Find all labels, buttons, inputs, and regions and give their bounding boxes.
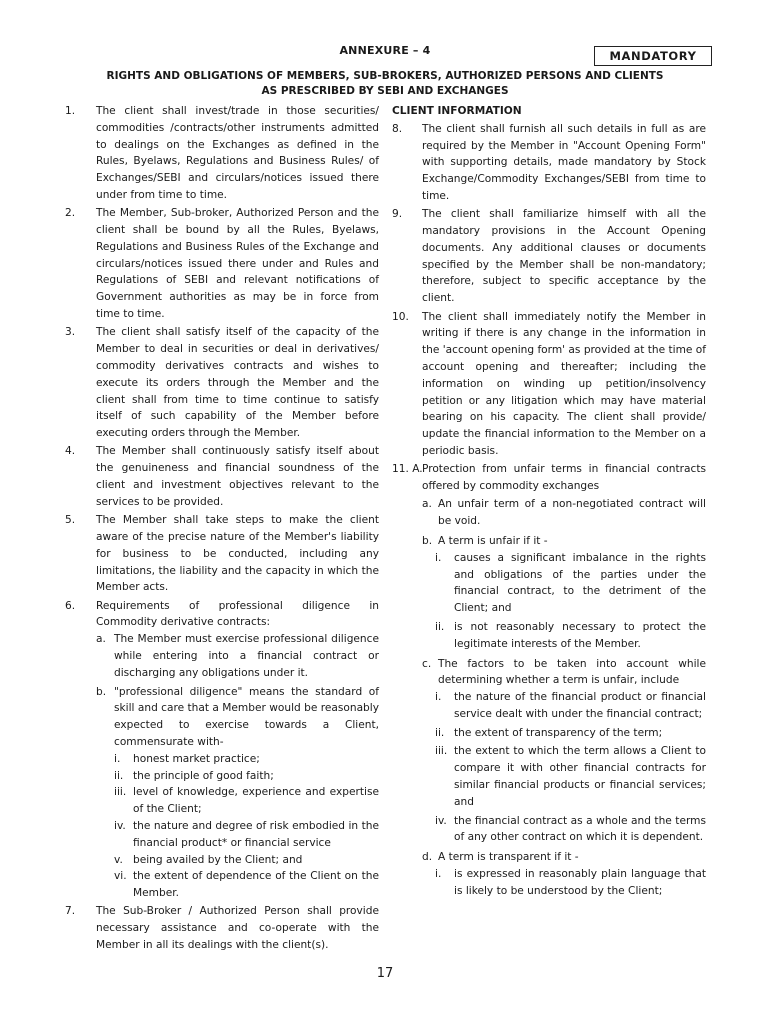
clause-text: The client shall furnish all such details in full as are required by the Member in "Account Opening Form" with supporting details, made mandatory by Stock Exchange/Commodity Exchanges/SEBI from time to time.	[422, 122, 706, 202]
sub-label: a.	[96, 633, 106, 646]
subsub-label: ii.	[114, 769, 124, 782]
section-heading: CLIENT INFORMATION	[392, 105, 522, 117]
subsub-label: iv.	[114, 819, 126, 832]
sub-label: c.	[422, 657, 432, 670]
sub-label: a.	[422, 498, 432, 511]
sub-label: b.	[96, 685, 107, 698]
clause-11a-c	[392, 656, 706, 690]
clause-text: The Sub-Broker / Authorized Person shall provide necessary assistance and co-operate with the Member in all its dealings with the client(s).	[96, 905, 379, 952]
clause-6b	[96, 684, 379, 902]
subsub-label: iv.	[435, 814, 447, 827]
clause-number: 3.	[65, 326, 76, 339]
clause-9	[392, 206, 706, 307]
subsub-text: level of knowledge, experience and expertise of the Client;	[133, 786, 379, 816]
subsub-label: i.	[435, 868, 442, 881]
clause-number: 7.	[65, 905, 76, 918]
sub-text: "professional diligence" means the standard of skill and care that a Member would be reasonably expected to exercise towards a Client, commensurate with-	[114, 685, 379, 748]
subsub-text: the nature and degree of risk embodied in the financial product* or financial service	[133, 819, 379, 849]
subsub-text: the extent of dependence of the Client on the Member.	[133, 870, 379, 900]
page-subtitle: AS PRESCRIBED BY SEBI AND EXCHANGES	[261, 85, 509, 97]
subsub-text: the financial contract as a whole and the terms of any other contract on which it is dependent.	[454, 814, 706, 844]
clause-text: The client shall immediately notify the Member in writing if there is any change in the information in the 'account opening form' as provided at the time of account opening and thereafter; including the information on winding up petition/insolvency petition or any litigation which may have material bearing on his capacity. The client shall provide/ update the financial information to the Member on a periodic basis.	[422, 310, 706, 457]
subsub-text: causes a significant imbalance in the rights and obligations of the parties under the financial contract, to the detriment of the Client; and	[454, 551, 706, 615]
clause-6b-i	[114, 751, 379, 768]
clause-6b-iv	[114, 818, 379, 852]
clause-11a	[392, 461, 706, 495]
sub-label: b.	[422, 534, 433, 547]
subsub-text: the extent to which the term allows a Client to compare it with other financial contracts for similar financial products or financial services; and	[454, 745, 706, 808]
subsub-label: v.	[114, 853, 123, 866]
clause-11a-b	[392, 533, 706, 550]
clause-6b-iii	[114, 784, 379, 818]
subsub-text: the extent of transparency of the term;	[454, 726, 663, 739]
clause-number: 9.	[392, 208, 403, 221]
clause-11a-c-iii	[392, 743, 706, 810]
clause-4	[65, 443, 379, 510]
clause-2	[65, 205, 379, 323]
page-title: RIGHTS AND OBLIGATIONS OF MEMBERS, SUB-BROKERS, AUTHORIZED PERSONS AND CLIENTS	[106, 70, 664, 82]
left-column	[65, 103, 379, 955]
clause-11a-b-ii	[392, 619, 706, 653]
subsub-text: the nature of the financial product or financial service dealt with under the financial contract;	[454, 691, 706, 720]
subsub-label: iii.	[114, 786, 127, 799]
clause-1	[65, 103, 379, 204]
subsub-label: i.	[435, 551, 442, 564]
clause-text: Protection from unfair terms in financial contracts offered by commodity exchanges	[422, 463, 706, 493]
clause-11a-a	[392, 496, 706, 530]
clause-text: The Member, Sub-broker, Authorized Person and the client shall be bound by all the Rules, Byelaws, Regulations and Business Rules of the Exchange and circulars/notices issued there under and Rules and Regulations of SEBI and relevant notifications of Government authorities as may be in force from time to time.	[96, 207, 379, 321]
clause-7	[65, 903, 379, 953]
clause-text: The client shall satisfy itself of the capacity of the Member to deal in securities or deal in derivatives/ commodity derivatives contracts and wishes to execute its orders through the Member and the client shall from time to time continue to satisfy itself of such capability of the Member before executing orders through the Member.	[96, 326, 379, 440]
subsub-text: is expressed in reasonably plain language that is likely to be understood by the Client;	[454, 868, 706, 897]
clause-number: 4.	[65, 445, 76, 458]
clause-11a-c-i	[392, 689, 706, 723]
clause-text: The Member shall take steps to make the client aware of the precise nature of the Member's liability for business to be conducted, including any limitations, the liability and the capacity in which the Member acts.	[96, 514, 379, 594]
clause-number: 1.	[65, 105, 76, 117]
sub-label: d.	[422, 851, 433, 864]
clause-text: The Member shall continuously satisfy itself about the genuineness and financial soundness of the client and investment objectives relevant to the services to be provided.	[96, 445, 379, 508]
subsub-label: ii.	[435, 726, 445, 739]
subsub-label: i.	[114, 752, 121, 765]
sub-text: A term is unfair if it -	[438, 534, 548, 547]
clause-number: 6.	[65, 599, 76, 612]
clause-6b-vi	[114, 868, 379, 902]
clause-number: 5.	[65, 514, 76, 527]
subsub-label: iii.	[435, 745, 448, 758]
clause-text: Requirements of professional diligence in Commodity derivative contracts:	[96, 599, 379, 629]
clause-11a-d-i	[392, 866, 706, 900]
subsub-label: ii.	[435, 620, 445, 633]
clause-5	[65, 512, 379, 596]
sub-text: The Member must exercise professional diligence while entering into a financial contract or discharging any obligations under it.	[114, 633, 379, 679]
clause-10	[392, 309, 706, 460]
sub-text: The factors to be taken into account while determining whether a term is unfair, include	[438, 657, 706, 687]
clause-number: 8.	[392, 122, 403, 135]
clause-number: 10.	[392, 310, 409, 323]
clause-number: 11. A.	[392, 463, 423, 476]
subsub-label: vi.	[114, 870, 127, 883]
page-number: 17	[376, 966, 394, 981]
clause-11a-c-iv	[392, 813, 706, 847]
subsub-text: being availed by the Client; and	[133, 853, 303, 866]
clause-number: 2.	[65, 207, 76, 220]
subsub-label: i.	[435, 691, 442, 704]
clause-11a-d	[392, 849, 706, 866]
clause-6a	[96, 631, 379, 681]
clause-6b-ii	[114, 768, 379, 785]
clause-text: The client shall familiarize himself with all the mandatory provisions in the Account Opening documents. Any additional clauses or documents specified by the Member shall be non-mandatory; therefore, subject to specific acceptance by the client.	[422, 208, 706, 305]
clause-6b-v	[114, 852, 379, 869]
subsub-text: honest market practice;	[133, 752, 260, 765]
clause-3	[65, 324, 379, 442]
clause-6	[65, 598, 379, 902]
clause-text: The client shall invest/trade in those securities/ commodities /contracts/other instruments admitted to dealings on the Exchanges as defined in the Rules, Byelaws, Regulations and Business Rules/ of Exchanges/SEBI and circulars/notices issued there under from time to time.	[96, 105, 379, 201]
subsub-text: the principle of good faith;	[133, 769, 274, 782]
sub-text: A term is transparent if it -	[438, 851, 579, 864]
subsub-text: is not reasonably necessary to protect the legitimate interests of the Member.	[454, 620, 706, 650]
sub-text: An unfair term of a non-negotiated contract will be void.	[438, 498, 706, 528]
mandatory-badge: MANDATORY	[594, 46, 712, 66]
clause-11a-c-ii	[392, 725, 706, 742]
right-column	[392, 103, 706, 902]
annexure-heading: ANNEXURE – 4	[339, 44, 431, 57]
clause-11a-b-i	[392, 550, 706, 617]
clause-8	[392, 121, 706, 205]
